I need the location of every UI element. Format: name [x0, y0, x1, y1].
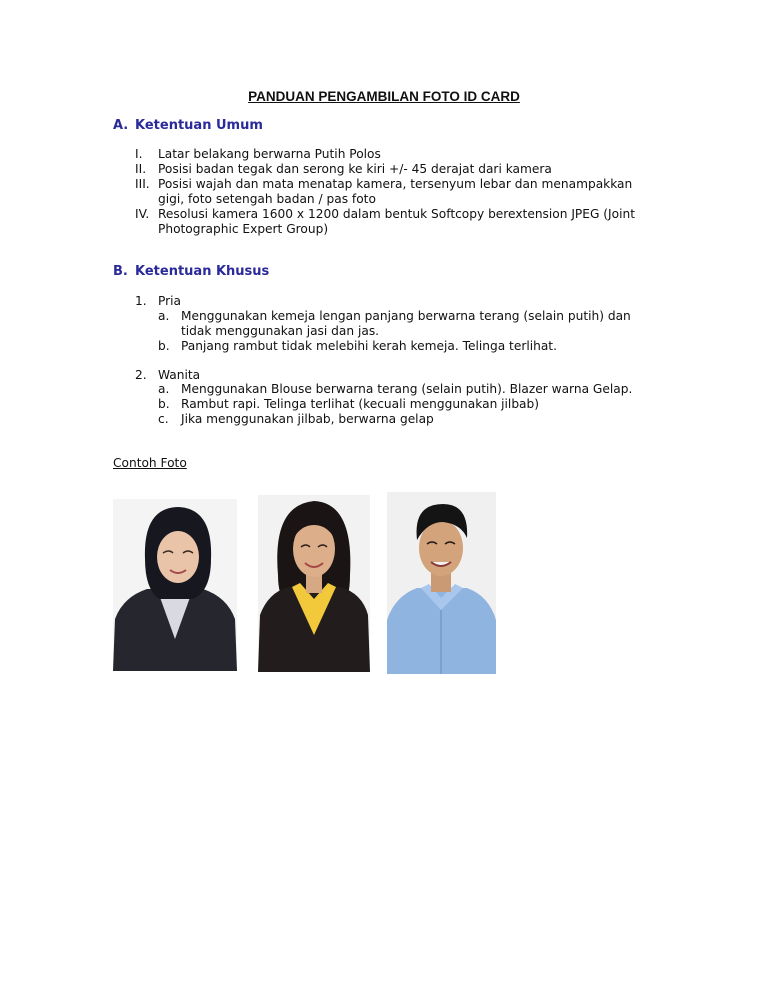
- section-b-letter: B.: [113, 264, 128, 279]
- list-item-text: Resolusi kamera 1600 x 1200 dalam bentuk Softcopy berextension JPEG (Joint: [158, 207, 635, 221]
- group-marker: 2.: [135, 368, 147, 382]
- sub-marker: a.: [158, 382, 170, 396]
- example-photo-woman: [258, 495, 370, 672]
- list-item-text: gigi, foto setengah badan / pas foto: [158, 192, 376, 206]
- section-b-title: Ketentuan Khusus: [135, 264, 270, 279]
- section-b-heading: [113, 264, 269, 279]
- sub-item-text: Panjang rambut tidak melebihi kerah kemeja. Telinga terlihat.: [181, 339, 557, 353]
- sub-item-text: Menggunakan Blouse berwarna terang (selain putih). Blazer warna Gelap.: [181, 382, 633, 396]
- group-label: Pria: [158, 294, 182, 308]
- example-photos-label: Contoh Foto: [113, 456, 187, 470]
- list-item-text: Posisi wajah dan mata menatap kamera, tersenyum lebar dan menampakkan: [158, 177, 633, 191]
- example-photo-hijab: [113, 499, 237, 671]
- group-label: Wanita: [158, 368, 201, 382]
- section-a-title: Ketentuan Umum: [135, 118, 263, 133]
- list-item-text: Latar belakang berwarna Putih Polos: [158, 147, 381, 161]
- sub-marker: b.: [158, 397, 170, 411]
- list-marker: II.: [135, 162, 147, 176]
- list-marker: IV.: [135, 207, 150, 221]
- list-item-text: Posisi badan tegak dan serong ke kiri +/- 45 derajat dari kamera: [158, 162, 552, 176]
- document-title: PANDUAN PENGAMBILAN FOTO ID CARD: [248, 89, 520, 104]
- sub-item-text: Rambut rapi. Telinga terlihat (kecuali menggunakan jilbab): [181, 397, 540, 411]
- sub-item-text: tidak menggunakan jasi dan jas.: [181, 324, 380, 338]
- list-marker: I.: [135, 147, 143, 161]
- group-marker: 1.: [135, 294, 147, 308]
- section-a-heading: [113, 118, 263, 133]
- sub-marker: a.: [158, 309, 170, 323]
- sub-marker: c.: [158, 412, 169, 426]
- list-item-text: Photographic Expert Group): [158, 222, 329, 236]
- section-a-letter: A.: [113, 118, 129, 133]
- sub-marker: b.: [158, 339, 170, 353]
- sub-item-text: Jika menggunakan jilbab, berwarna gelap: [181, 412, 434, 426]
- example-photo-man: [387, 492, 496, 674]
- sub-item-text: Menggunakan kemeja lengan panjang berwarna terang (selain putih) dan: [181, 309, 631, 323]
- list-marker: III.: [135, 177, 150, 191]
